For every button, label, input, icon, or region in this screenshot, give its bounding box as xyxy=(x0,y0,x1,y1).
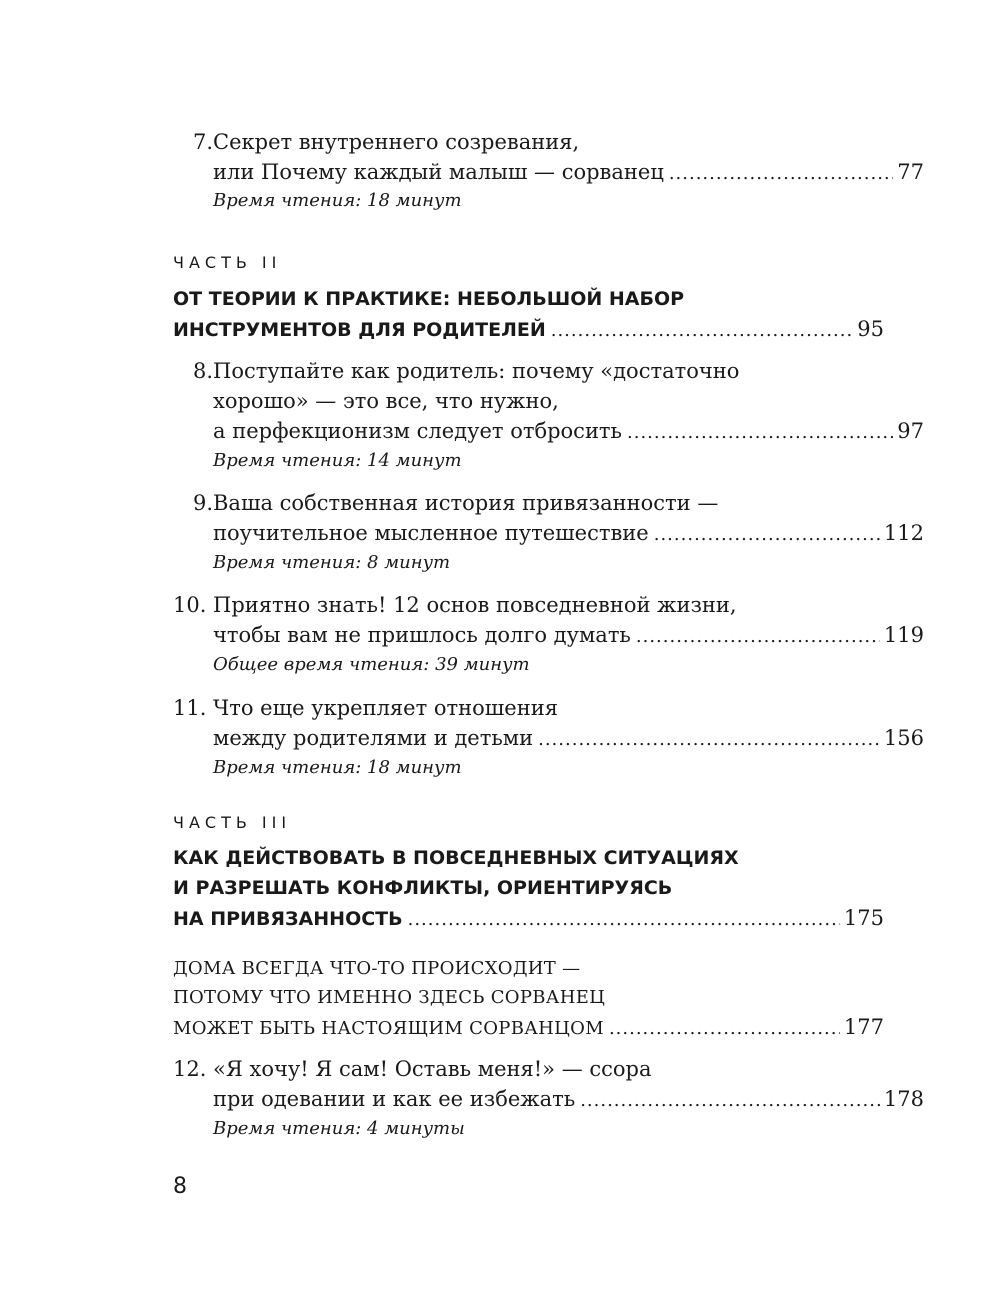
toc-entry-11-line-1 xyxy=(173,693,884,723)
toc-entry-12-line-1 xyxy=(173,1054,884,1084)
part-title-text: ИНСТРУМЕНТОВ ДЛЯ РОДИТЕЛЕЙ xyxy=(173,319,546,341)
page-number: 175 xyxy=(843,906,884,930)
part-title-text: И РАЗРЕШАТЬ КОНФЛИКТЫ, ОРИЕНТИРУЯСЬ xyxy=(173,877,673,899)
chapter-title: Что еще укрепляет отношения xyxy=(213,696,558,720)
part-title-line-2 xyxy=(173,314,884,344)
page-number: 95 xyxy=(857,317,884,341)
toc-entry-11-line-2 xyxy=(173,723,924,753)
reading-time: Время чтения: 18 минут xyxy=(213,190,462,211)
chapter-title-cont: или Почему каждый малыш — сорванец xyxy=(213,160,664,184)
chapter-title: «Я хочу! Я сам! Оставь меня!» — ссора xyxy=(213,1057,652,1081)
leader-dots xyxy=(636,622,880,652)
leader-dots xyxy=(609,1014,840,1044)
toc-entry-10-line-1 xyxy=(173,590,884,620)
chapter-number: 11. xyxy=(173,696,207,720)
toc-entry-7-line-2 xyxy=(173,157,924,187)
leader-dots xyxy=(408,905,840,935)
part-title-text: ОТ ТЕОРИИ К ПРАКТИКЕ: НЕБОЛЬШОЙ НАБОР xyxy=(173,288,685,310)
toc-entry-9-line-1 xyxy=(173,488,884,518)
leader-dots xyxy=(669,159,893,189)
part-label: ЧАСТЬ III xyxy=(173,813,292,832)
chapter-title-cont: а перфекционизм следует отбросить xyxy=(213,419,622,443)
page-number: 156 xyxy=(883,726,924,750)
part-label: ЧАСТЬ II xyxy=(173,253,282,272)
section-title-line-2 xyxy=(173,983,884,1013)
chapter-title-cont: поучительное мысленное путешествие xyxy=(213,521,649,545)
chapter-number: 12. xyxy=(173,1057,207,1081)
chapter-title-cont: чтобы вам не пришлось долго думать xyxy=(213,623,631,647)
leader-dots xyxy=(551,316,854,346)
chapter-title: Ваша собственная история привязанности — xyxy=(213,491,719,515)
chapter-title: Поступайте как родитель: почему «достаточно xyxy=(213,359,740,383)
part-title-line-1 xyxy=(173,284,884,314)
page-number: 97 xyxy=(897,419,924,443)
toc-entry-12-line-2 xyxy=(173,1084,924,1114)
section-title-line-1 xyxy=(173,954,884,984)
part-title-text: КАК ДЕЙСТВОВАТЬ В ПОВСЕДНЕВНЫХ СИТУАЦИЯХ xyxy=(173,847,739,869)
reading-time: Общее время чтения: 39 минут xyxy=(213,654,530,675)
chapter-number: 9. xyxy=(192,491,213,515)
section-title-text: ДОМА ВСЕГДА ЧТО-ТО ПРОИСХОДИТ — xyxy=(173,958,581,979)
part-title-line-3 xyxy=(173,903,884,933)
part-title-line-2 xyxy=(173,873,884,903)
reading-time: Время чтения: 4 минуты xyxy=(213,1118,465,1139)
chapter-title-cont: между родителями и детьми xyxy=(213,726,534,750)
chapter-number: 7. xyxy=(192,130,213,154)
chapter-title-cont: хорошо» — это все, что нужно, xyxy=(213,389,559,413)
page-number: 119 xyxy=(883,623,924,647)
part-title-text: НА ПРИВЯЗАННОСТЬ xyxy=(173,908,403,930)
toc-entry-7-line-1 xyxy=(173,127,884,157)
chapter-title: Приятно знать! 12 основ повседневной жизни, xyxy=(213,593,737,617)
chapter-title-cont: при одевании и как ее избежать xyxy=(213,1087,576,1111)
page-number: 77 xyxy=(897,160,924,184)
leader-dots xyxy=(538,725,880,755)
section-title-text: ПОТОМУ ЧТО ИМЕННО ЗДЕСЬ СОРВАНЕЦ xyxy=(173,987,606,1008)
toc-entry-9-line-2 xyxy=(173,518,924,548)
page-folio-number: 8 xyxy=(173,1174,187,1199)
page-number: 112 xyxy=(883,521,924,545)
chapter-number: 10. xyxy=(173,593,207,617)
page-number: 177 xyxy=(843,1015,884,1039)
chapter-title: Секрет внутреннего созревания, xyxy=(213,130,580,154)
section-title-line-3 xyxy=(173,1012,884,1042)
toc-entry-8-line-2 xyxy=(173,386,924,416)
part-title-line-1 xyxy=(173,843,884,873)
toc-entry-10-line-2 xyxy=(173,620,924,650)
leader-dots xyxy=(580,1086,880,1116)
reading-time: Время чтения: 8 минут xyxy=(213,552,451,573)
toc-entry-8-line-1 xyxy=(173,356,884,386)
section-title-text: МОЖЕТ БЫТЬ НАСТОЯЩИМ СОРВАНЦОМ xyxy=(173,1018,604,1039)
reading-time: Время чтения: 14 минут xyxy=(213,450,462,471)
reading-time: Время чтения: 18 минут xyxy=(213,757,462,778)
chapter-number: 8. xyxy=(192,359,213,383)
leader-dots xyxy=(654,520,880,550)
page-number: 178 xyxy=(883,1087,924,1111)
leader-dots xyxy=(627,418,893,448)
toc-entry-8-line-3 xyxy=(173,416,924,446)
